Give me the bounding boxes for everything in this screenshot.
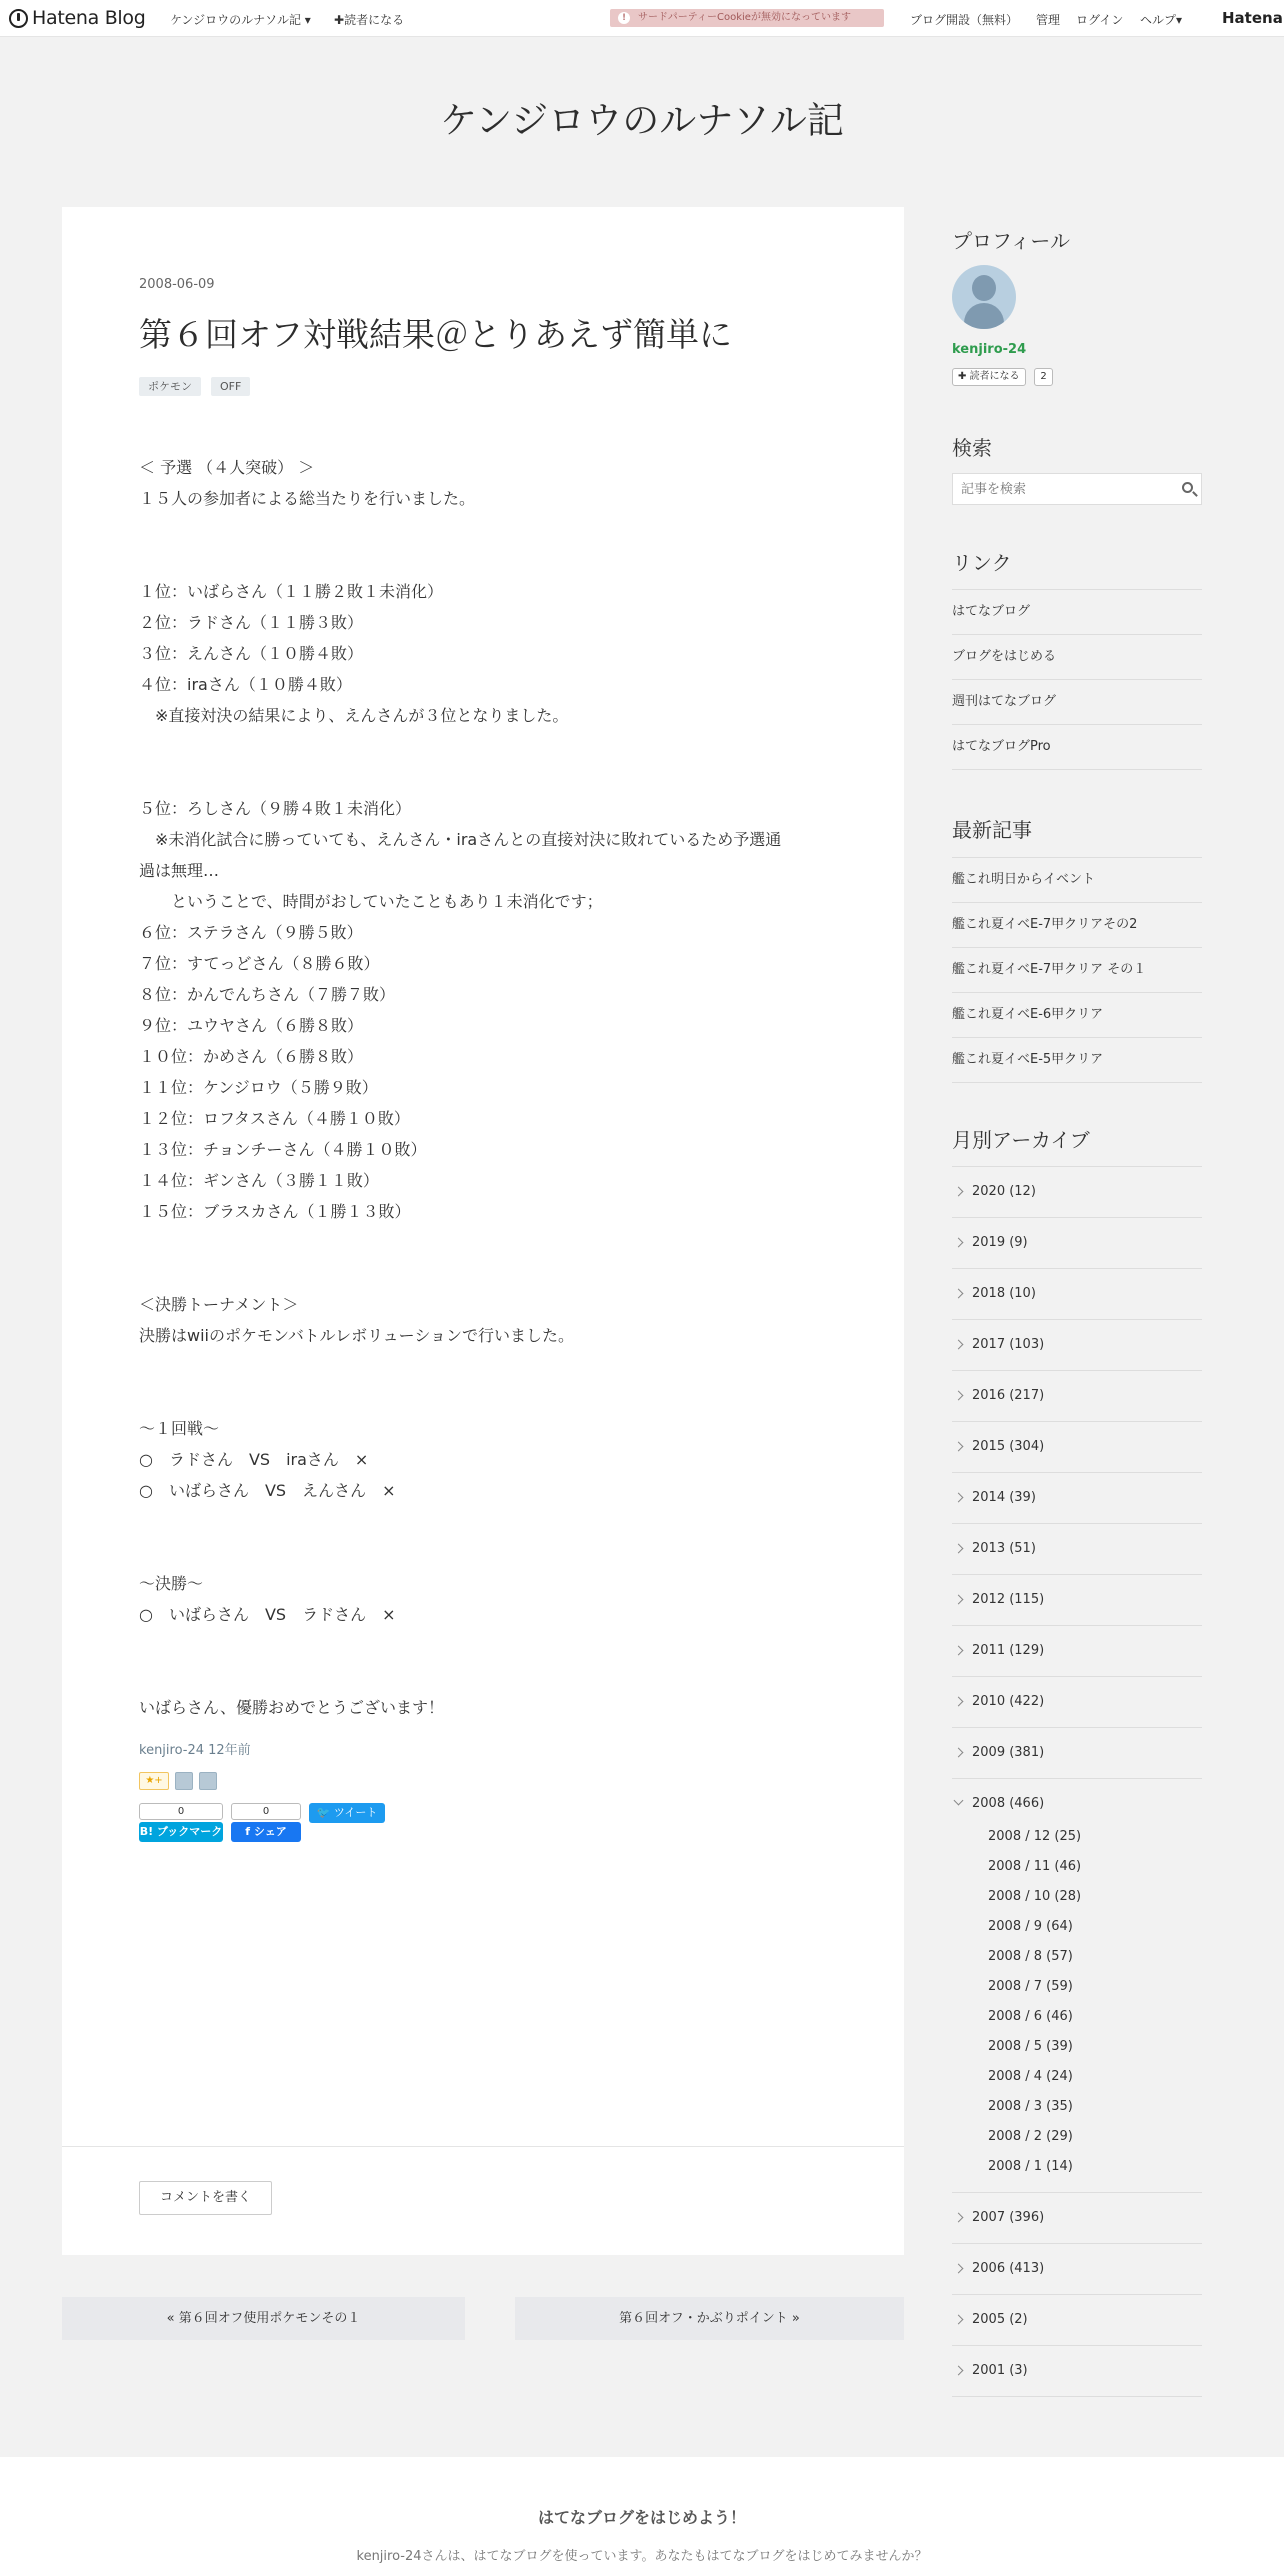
entry-article <box>62 207 904 2255</box>
archive-year-item[interactable] <box>952 1575 1202 1626</box>
archive-year-item[interactable] <box>952 2244 1202 2295</box>
chevron-right-icon[interactable] <box>954 2315 964 2325</box>
archive-year-label[interactable]: 2005 (2) <box>972 2312 1028 2327</box>
archive-year-item[interactable] <box>952 1422 1202 1473</box>
footer-title[interactable]: はてなブログをはじめよう！ <box>537 2508 746 2527</box>
search-input[interactable] <box>953 474 1173 504</box>
search-form <box>952 473 1202 505</box>
chevron-right-icon[interactable] <box>954 1289 964 1299</box>
archive-year-item[interactable] <box>952 2346 1202 2397</box>
archive-year-item[interactable] <box>952 1626 1202 1677</box>
chevron-right-icon[interactable] <box>954 2213 964 2223</box>
archive-month-link[interactable]: 2008 / 5 (39) <box>988 2039 1073 2054</box>
body-line: ４位：iraさん（１０勝４敗） <box>139 675 352 694</box>
body-line <box>139 1382 839 1413</box>
archive-month-link[interactable]: 2008 / 7 (59) <box>988 1979 1073 1994</box>
archive-year-label[interactable]: 2011 (129) <box>972 1643 1045 1658</box>
archive-heading: 月別アーカイブ <box>952 1128 1090 1152</box>
archive-year-label[interactable]: 2014 (39) <box>972 1490 1036 1505</box>
blog-menu-dropdown[interactable]: ケンジロウのルナソル記 ▾ <box>170 13 311 27</box>
entry-author-line[interactable]: kenjiro-24 12年前 <box>139 1743 251 1758</box>
recent-entry-link[interactable]: 艦これ明日からイベント <box>952 858 1202 903</box>
bookmark-button[interactable]: B! ブックマーク <box>139 1822 223 1842</box>
category-tag[interactable]: ポケモン <box>139 377 201 396</box>
footer-promo <box>0 2457 1284 2568</box>
archive-month-link[interactable]: 2008 / 3 (35) <box>988 2099 1073 2114</box>
body-line <box>139 1630 839 1661</box>
body-line <box>139 1537 839 1568</box>
archive-year-item[interactable] <box>952 1779 1202 2193</box>
chevron-right-icon[interactable] <box>954 1493 964 1503</box>
body-line: １１位：ケンジロウ（５勝９敗） <box>139 1078 378 1097</box>
archive-year-item[interactable] <box>952 1218 1202 1269</box>
body-line <box>139 514 839 545</box>
archive-year-item[interactable] <box>952 1473 1202 1524</box>
body-line <box>139 1661 839 1692</box>
write-comment-button[interactable]: コメントを書く <box>139 2181 272 2215</box>
help-menu[interactable]: ヘルプ▾ <box>1140 13 1183 27</box>
open-blog-link[interactable]: ブログ開設（無料） <box>910 13 1019 27</box>
admin-link[interactable]: 管理 <box>1036 13 1061 27</box>
search-icon[interactable] <box>1182 482 1193 493</box>
archive-month-link[interactable]: 2008 / 1 (14) <box>988 2159 1073 2174</box>
entry-body <box>139 452 839 1723</box>
avatar-head <box>972 275 996 301</box>
archive-year-label[interactable]: 2016 (217) <box>972 1388 1045 1403</box>
star-user-icon[interactable] <box>199 1772 217 1790</box>
archive-year-label[interactable]: 2019 (9) <box>972 1235 1028 1250</box>
facebook-count: 0 <box>231 1803 301 1820</box>
body-line: 決勝はwiiのポケモンバトルレボリューションで行いました。 <box>139 1326 575 1345</box>
tweet-button[interactable]: 🐦 ツイート <box>309 1803 385 1823</box>
archive-month-link[interactable]: 2008 / 8 (57) <box>988 1949 1073 1964</box>
chevron-right-icon[interactable] <box>954 2264 964 2274</box>
body-line <box>139 1506 839 1537</box>
login-link[interactable]: ログイン <box>1076 13 1124 27</box>
chevron-right-icon[interactable] <box>954 1544 964 1554</box>
hatena-blog-logo-text: Hatena Blog <box>32 7 146 29</box>
archive-year-label[interactable]: 2007 (396) <box>972 2210 1045 2225</box>
body-line: ということで、時間がおしていたこともあり１未消化です； <box>139 892 603 911</box>
body-line: ○ いばらさん VS えんさん × <box>139 1481 396 1500</box>
archive-list <box>952 1166 1202 2397</box>
prev-entry-link[interactable]: « 第６回オフ使用ポケモンその１ <box>62 2297 465 2340</box>
archive-year-item[interactable] <box>952 1524 1202 1575</box>
global-header <box>0 0 1284 37</box>
bookmark-count: 0 <box>139 1803 223 1820</box>
archive-year-item[interactable] <box>952 1371 1202 1422</box>
body-line: ○ ラドさん VS iraさん × <box>139 1450 369 1469</box>
archive-month-link[interactable]: 2008 / 11 (46) <box>988 1859 1082 1874</box>
profile-name-link[interactable]: kenjiro-24 <box>952 342 1027 357</box>
recent-entry-link[interactable]: 艦これ夏イベE-5甲クリア <box>952 1038 1202 1083</box>
archive-year-label[interactable]: 2013 (51) <box>972 1541 1036 1556</box>
body-line: １０位：かめさん（６勝８敗） <box>139 1047 364 1066</box>
avatar[interactable] <box>952 265 1016 329</box>
hatena-blog-logo-icon <box>9 9 28 28</box>
link-item[interactable]: ブログをはじめる <box>952 635 1202 680</box>
archive-year-item[interactable] <box>952 1677 1202 1728</box>
archive-month-link[interactable]: 2008 / 6 (46) <box>988 2009 1073 2024</box>
link-item[interactable]: 週刊はてなブログ <box>952 680 1202 725</box>
archive-month-list <box>972 1822 1202 2182</box>
archive-month-link[interactable]: 2008 / 9 (64) <box>988 1919 1073 1934</box>
chevron-right-icon[interactable] <box>954 1646 964 1656</box>
recent-list <box>952 857 1202 1083</box>
body-line: ※未消化試合に勝っていても、えんさん・iraさんとの直接対決に敗れているため予選通 <box>139 830 782 849</box>
chevron-right-icon[interactable] <box>954 2366 964 2376</box>
add-star-button[interactable]: ★+ <box>139 1772 169 1790</box>
body-line: ※直接対決の結果により、えんさんが３位となりました。 <box>139 706 569 725</box>
archive-month-link[interactable]: 2008 / 2 (29) <box>988 2129 1073 2144</box>
body-line: ３位：えんさん（１０勝４敗） <box>139 644 364 663</box>
facebook-share-button[interactable]: f シェア <box>231 1822 301 1842</box>
body-line: １３位：チョンチーさん（４勝１０敗） <box>139 1140 427 1159</box>
chevron-right-icon[interactable] <box>954 1187 964 1197</box>
reader-count[interactable]: 2 <box>1034 368 1053 386</box>
chevron-down-icon[interactable] <box>954 1796 964 1806</box>
subscribe-button[interactable]: ✚ 読者になる <box>952 368 1026 386</box>
link-item[interactable]: はてなブログPro <box>952 725 1202 770</box>
body-line: １４位：ギンさん（３勝１１敗） <box>139 1171 379 1190</box>
body-line: ○ いばらさん VS ラドさん × <box>139 1605 396 1624</box>
recent-entry-link[interactable]: 艦これ夏イベE-7甲クリア その１ <box>952 948 1202 993</box>
archive-year-label[interactable]: 2017 (103) <box>972 1337 1045 1352</box>
avatar-body <box>964 303 1004 329</box>
body-line: ９位：ユウヤさん（６勝８敗） <box>139 1016 364 1035</box>
hatena-blog-logo[interactable] <box>9 7 146 29</box>
entry-title[interactable]: 第６回オフ対戦結果＠とりあえず簡単に <box>139 315 733 354</box>
archive-year-label[interactable]: 2018 (10) <box>972 1286 1036 1301</box>
body-line: １２位：ロフタスさん（４勝１０敗） <box>139 1109 410 1128</box>
chevron-right-icon[interactable] <box>954 1697 964 1707</box>
archive-year-item[interactable] <box>952 2193 1202 2244</box>
archive-year-label[interactable]: 2015 (304) <box>972 1439 1045 1454</box>
link-item[interactable]: はてなブログ <box>952 590 1202 635</box>
share-buttons <box>139 1803 385 1842</box>
blog-title[interactable]: ケンジロウのルナソル記 <box>440 99 844 142</box>
archive-year-item[interactable] <box>952 1728 1202 1779</box>
archive-year-item[interactable] <box>952 1167 1202 1218</box>
archive-year-label[interactable]: 2010 (422) <box>972 1694 1045 1709</box>
body-line: ２位：ラドさん（１１勝３敗） <box>139 613 364 632</box>
next-entry-link[interactable]: 第６回オフ・かぶりポイント » <box>515 2297 904 2340</box>
chevron-right-icon[interactable] <box>954 1595 964 1605</box>
profile-heading: プロフィール <box>952 229 1070 253</box>
category-tag[interactable]: OFF <box>211 377 250 396</box>
archive-year-label[interactable]: 2006 (413) <box>972 2261 1045 2276</box>
archive-month-link[interactable]: 2008 / 12 (25) <box>988 1829 1082 1844</box>
body-line <box>139 731 839 762</box>
archive-year-label[interactable]: 2009 (381) <box>972 1745 1045 1760</box>
entry-date[interactable]: 2008-06-09 <box>139 277 215 292</box>
body-line: ６位：ステラさん（９勝５敗） <box>139 923 363 942</box>
chevron-right-icon[interactable] <box>954 1391 964 1401</box>
archive-year-item[interactable] <box>952 1269 1202 1320</box>
body-line: ＜ 予選 （４人突破） ＞ <box>139 458 315 477</box>
body-line: １５人の参加者による総当たりを行いました。 <box>139 489 476 508</box>
body-line <box>139 1351 839 1382</box>
star-user-icon[interactable] <box>175 1772 193 1790</box>
hatena-bookmark-share[interactable] <box>139 1803 223 1842</box>
body-line <box>139 762 839 793</box>
archive-year-label[interactable]: 2012 (115) <box>972 1592 1045 1607</box>
body-line <box>139 545 839 576</box>
cookie-notice[interactable]: ! サードパーティーCookieが無効になっています <box>610 9 884 27</box>
chevron-right-icon[interactable] <box>954 1748 964 1758</box>
body-line <box>139 1258 839 1289</box>
recent-entry-link[interactable]: 艦これ夏イベE-7甲クリアその2 <box>952 903 1202 948</box>
body-line: 〜１回戦〜 <box>139 1419 220 1438</box>
archive-year-label[interactable]: 2001 (3) <box>972 2363 1028 2378</box>
body-line: ５位：ろしさん（９勝４敗１未消化） <box>139 799 412 818</box>
body-line: いばらさん、優勝おめでとうございます！ <box>139 1698 444 1717</box>
entry-categories <box>139 377 250 396</box>
info-icon: ! <box>618 12 630 24</box>
chevron-right-icon[interactable] <box>954 1442 964 1452</box>
chevron-right-icon[interactable] <box>954 1340 964 1350</box>
archive-year-label[interactable]: 2020 (12) <box>972 1184 1036 1199</box>
body-line: １位：いばらさん（１１勝２敗１未消化） <box>139 582 444 601</box>
links-heading: リンク <box>952 551 1012 575</box>
recent-heading: 最新記事 <box>952 818 1032 842</box>
twitter-icon: 🐦 <box>316 1806 331 1819</box>
archive-month-link[interactable]: 2008 / 4 (24) <box>988 2069 1073 2084</box>
search-heading: 検索 <box>952 436 992 460</box>
comment-separator <box>62 2146 904 2147</box>
body-line: ７位：すてっどさん（８勝６敗） <box>139 954 380 973</box>
body-line: ８位：かんでんちさん（７勝７敗） <box>139 985 396 1004</box>
archive-month-link[interactable]: 2008 / 10 (28) <box>988 1889 1082 1904</box>
archive-year-label[interactable]: 2008 (466) <box>972 1796 1045 1811</box>
body-line <box>139 1227 839 1258</box>
footer-subtitle: kenjiro-24さんは、はてなブログを使っています。あなたもはてなブログをはじめてみませんか？ <box>356 2549 928 2564</box>
hatena-logo[interactable]: Hatena <box>1222 9 1283 27</box>
links-list <box>952 589 1202 770</box>
body-line: 過は無理… <box>139 861 220 880</box>
archive-year-item[interactable] <box>952 2295 1202 2346</box>
facebook-share[interactable] <box>231 1803 301 1842</box>
recent-entry-link[interactable]: 艦これ夏イベE-6甲クリア <box>952 993 1202 1038</box>
body-line: 〜決勝〜 <box>139 1574 204 1593</box>
body-line: ＜決勝トーナメント＞ <box>139 1295 299 1314</box>
archive-year-item[interactable] <box>952 1320 1202 1371</box>
hatena-star-area <box>139 1772 217 1790</box>
body-line: １５位：ブラスカさん（１勝１３敗） <box>139 1202 411 1221</box>
subscribe-link[interactable]: ✚読者になる <box>334 13 405 27</box>
chevron-right-icon[interactable] <box>954 1238 964 1248</box>
